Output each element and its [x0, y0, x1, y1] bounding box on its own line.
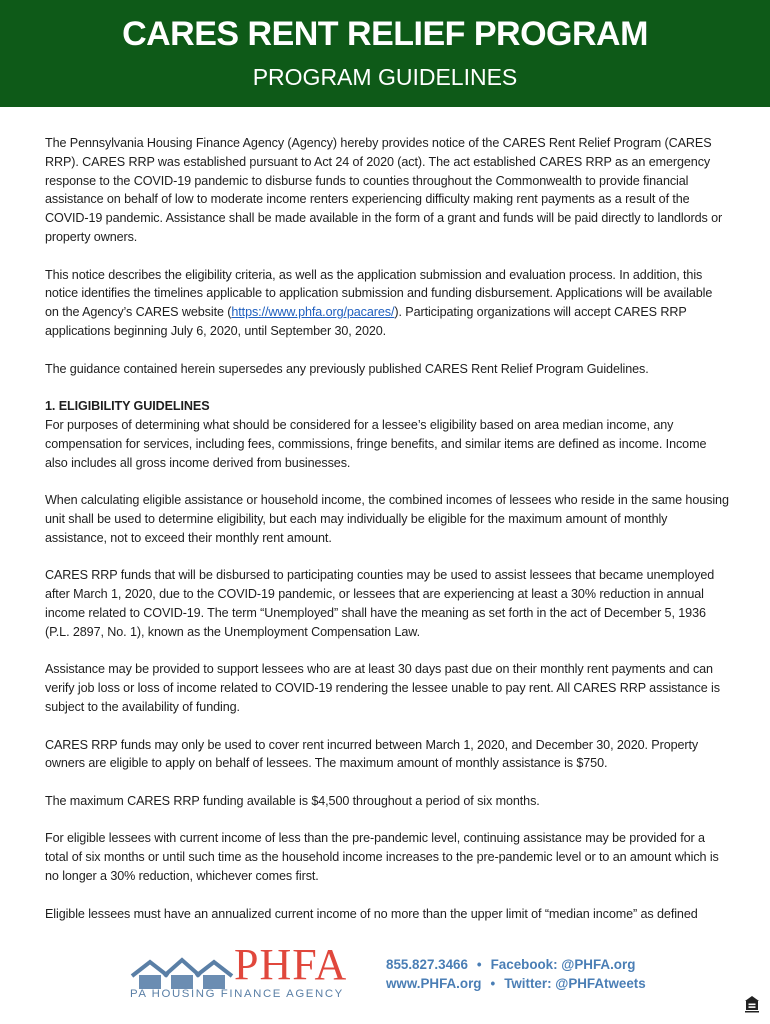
eligibility-paragraph-income: For purposes of determining what should be considered for a lessee’s eligibility based on area median income, any compensation for services, including fees, commissions, fringe benefits, and similar items are defined as income. Income also includes all gross income derived from businesses. [45, 417, 707, 470]
page-subtitle: PROGRAM GUIDELINES [252, 64, 518, 90]
agency-name: PA HOUSING FINANCE AGENCY [130, 988, 344, 1000]
facebook-handle[interactable]: Facebook: @PHFA.org [490, 957, 636, 972]
phone-number[interactable]: 855.827.3466 [386, 957, 468, 972]
contact-row-2 [386, 974, 646, 993]
phfa-logo [130, 942, 370, 1004]
eligibility-paragraph-median-income: Eligible lessees must have an annualized current income of no more than the upper limit of “median income” as defined [45, 906, 698, 921]
logo-wordmark: PHFA [234, 940, 348, 989]
cares-website-link[interactable]: https://www.phfa.org/pacares/ [231, 305, 395, 320]
equal-housing-icon [744, 995, 760, 1013]
footer-contact [386, 955, 646, 993]
page-title: CARES RENT RELIEF PROGRAM [122, 15, 648, 53]
eligibility-paragraph-past-due: Assistance may be provided to support lessees who are at least 30 days past due on their monthly rent payments and can verify job loss or loss of income related to COVID-19 rendering the lessee unable to pay rent. All CARES RRP assistance is subject to the availability of funding. [45, 662, 720, 714]
eligibility-paragraph-rent-period: CARES RRP funds may only be used to cover rent incurred between March 1, 2020, and December 30, 2020. Property owners are eligible to apply on behalf of lessees. The maximum amount of monthly assistance is $750. [45, 737, 699, 771]
eligibility-paragraph-household: When calculating eligible assistance or household income, the combined incomes of lessees who reside in the same housing unit shall be used to determine eligibility, but each may individually be eligible for the maximum amount of monthly assistance, not to exceed their monthly rent amount. [45, 493, 729, 545]
notice-text-start: This notice describes the eligibility criteria, as well as the application submission and evaluation process. In addition, this notice identifies the timelines applicable to application submission and funding disbursement. Applications will be available on the Agency’s CARES website ( [45, 267, 713, 320]
supersedes-paragraph: The guidance contained herein supersedes any previously published CARES Rent Relief Program Guidelines. [45, 361, 649, 376]
eligibility-paragraph-max-funding: The maximum CARES RRP funding available is $4,500 throughout a period of six months. [45, 793, 540, 808]
intro-paragraph: The Pennsylvania Housing Finance Agency (Agency) hereby provides notice of the CARES Rent Relief Program (CARES RRP). CARES RRP was established pursuant to Act 24 of 2020 (act). The act established CARES RRP as an emergency response to the COVID-19 pandemic to disburse funds to counties throughout the Commonwealth to provide financial assistance on behalf of low to moderate income renters experiencing difficulty making rent payments as a result of the COVID-19 pandemic. Assistance shall be made available in the form of a grant and funds will be paid directly to landlords or property owners. [45, 136, 723, 244]
notice-paragraph [45, 266, 729, 341]
eligibility-paragraph-continuing: For eligible lessees with current income of less than the pre-pandemic level, continuing assistance may be provided for a total of six months or until such time as the household income increases to the pre-pandemic level or to an amount which is no longer a 30% reduction, whichever comes first. [45, 831, 719, 884]
bullet-separator: • [476, 957, 482, 972]
twitter-handle[interactable]: Twitter: @PHFAtweets [504, 976, 646, 991]
eligibility-paragraph-unemployed: CARES RRP funds that will be disbursed to participating counties may be used to assist lessees that became unemployed after March 1, 2020, due to the COVID-19 pandemic, or lessees that are experiencing at least a 30% reduction in annual income related to COVID-19. The term “Unemployed” shall have the meaning as set forth in the act of December 5, 1936 (P.L. 2897, No. 1), known as the Unemployment Compensation Law. [45, 568, 715, 639]
houses-icon [130, 946, 234, 992]
bullet-separator: • [490, 976, 496, 991]
notice-text-end: ). Participating organizations will accept CARES RRP applications beginning July 6, 2020, until September 30, 2020. [45, 305, 687, 338]
header-banner [0, 0, 770, 107]
section-heading-eligibility: 1. ELIGIBILITY GUIDELINES [45, 399, 210, 414]
website-link[interactable]: www.PHFA.org [386, 976, 482, 991]
document-body [45, 134, 729, 942]
contact-row-1 [386, 955, 646, 974]
